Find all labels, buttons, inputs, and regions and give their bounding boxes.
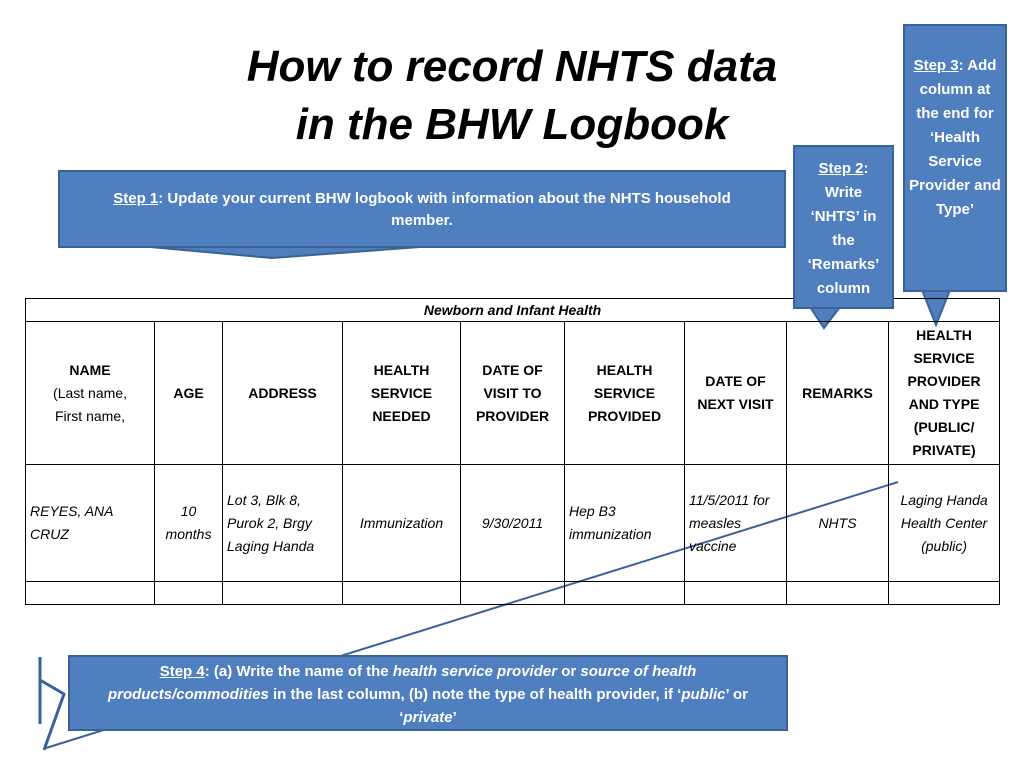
step4-text-4: ’ or ‘: [399, 686, 749, 726]
header-remarks: REMARKS: [787, 322, 889, 465]
header-service-provided: HEALTH SERVICE PROVIDED: [565, 322, 685, 465]
callout-step-3: [903, 24, 1007, 292]
step4-text-2: or: [557, 663, 581, 680]
step4-text-1: : (a) Write the name of the: [204, 663, 393, 680]
step4-text-5: ’: [452, 709, 457, 726]
callout-step-1: [58, 170, 786, 248]
logbook-table: [25, 298, 1000, 605]
cell-service-provided: Hep B3 immunization: [565, 465, 685, 582]
step3-label: Step 3: [913, 57, 959, 74]
header-age: AGE: [155, 322, 223, 465]
step2-separator: :: [863, 160, 869, 177]
step1-separator: :: [158, 190, 168, 207]
step4-italic-public: public: [681, 686, 726, 703]
title-line-2: in the BHW Logbook: [295, 100, 729, 149]
header-service-needed: HEALTH SERVICE NEEDED: [343, 322, 461, 465]
step2-text: Write ‘NHTS’ in the ‘Remarks’ column: [807, 184, 880, 297]
step4-text-3: in the last column, (b) note the type of health provider, if ‘: [268, 686, 682, 703]
step4-italic-provider: health service provider: [392, 663, 558, 680]
step1-label: Step 1: [113, 190, 159, 207]
cell-name: REYES, ANA CRUZ: [26, 465, 155, 582]
header-date-next: DATE OF NEXT VISIT: [685, 322, 787, 465]
cell-service-needed: Immunization: [343, 465, 461, 582]
cell-date-visit: 9/30/2011: [461, 465, 565, 582]
step2-label: Step 2: [818, 160, 864, 177]
callout-step-4: [68, 655, 788, 731]
step3-text: Add column at the end for ‘Health Service Provider and Type’: [909, 57, 1001, 218]
header-name: [26, 322, 155, 465]
step3-separator: :: [958, 57, 964, 74]
step4-italic-private: private: [403, 709, 453, 726]
cell-date-next: 11/5/2011 for measles vaccine: [685, 465, 787, 582]
header-address: ADDRESS: [223, 322, 343, 465]
table-row: [26, 465, 1000, 582]
empty-row: [26, 582, 1000, 605]
cell-remarks: NHTS: [787, 465, 889, 582]
cell-provider: Laging Handa Health Center (public): [889, 465, 1000, 582]
header-row: [26, 322, 1000, 465]
header-date-visit: DATE OF VISIT TO PROVIDER: [461, 322, 565, 465]
header-provider-type: HEALTH SERVICE PROVIDER AND TYPE (PUBLIC/ PRIVATE): [889, 322, 1000, 465]
callout-step-2: [793, 145, 894, 309]
title-line-1: How to record NHTS data: [246, 42, 778, 91]
section-title: Newborn and Infant Health: [26, 299, 1000, 322]
step4-label: Step 4: [159, 663, 205, 680]
step1-text: Update your current BHW logbook with information about the NHTS household member.: [167, 190, 731, 229]
step4-bracket-arrow: [40, 680, 64, 750]
header-name-label: NAME: [69, 361, 111, 378]
step1-pointer: [150, 247, 420, 258]
cell-address: Lot 3, Blk 8, Purok 2, Brgy Laging Handa: [223, 465, 343, 582]
header-name-sub1: (Last name,: [53, 384, 127, 401]
cell-age: 10 months: [155, 465, 223, 582]
header-name-sub2: First name,: [54, 407, 125, 424]
step4-italic-source: source of health products/commodities: [107, 663, 697, 703]
